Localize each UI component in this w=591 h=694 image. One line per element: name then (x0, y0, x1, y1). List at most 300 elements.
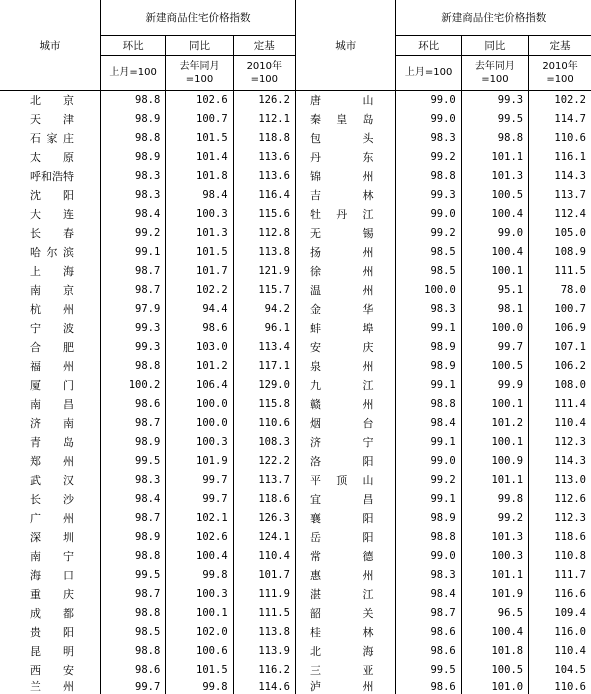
mom-value: 98.8 (101, 129, 166, 148)
base-value: 112.4 (529, 205, 591, 224)
base-value: 126.2 (233, 91, 295, 111)
base-value: 102.2 (529, 91, 591, 111)
base-value: 108.0 (529, 376, 591, 395)
base-value: 114.7 (529, 110, 591, 129)
city-name: 泸州 (295, 680, 396, 694)
base-value: 121.9 (233, 262, 295, 281)
table-row (0, 661, 591, 680)
city-name: 贵阳 (30, 626, 74, 639)
base-value: 111.9 (233, 585, 295, 604)
base-value: 110.4 (529, 414, 591, 433)
yoy-value: 99.7 (461, 338, 528, 357)
city-name: 青岛 (30, 436, 74, 449)
mom-value: 98.4 (101, 490, 166, 509)
city-name: 广州 (30, 512, 74, 525)
city-name: 呼和浩特 (30, 170, 74, 183)
yoy-value: 101.3 (461, 528, 528, 547)
yoy-value: 100.1 (461, 395, 528, 414)
base-value: 113.7 (529, 186, 591, 205)
base-value: 117.1 (233, 357, 295, 376)
yoy-value: 102.2 (166, 281, 233, 300)
yoy-value: 100.0 (166, 414, 233, 433)
base-value: 104.5 (529, 661, 591, 680)
mom-value: 98.9 (101, 528, 166, 547)
table-row (0, 471, 591, 490)
base-value: 113.8 (233, 623, 295, 642)
city-name: 沈阳 (30, 189, 74, 202)
mom-value: 98.7 (101, 414, 166, 433)
mom-value: 98.3 (396, 566, 461, 585)
city-name: 锦州 (295, 167, 396, 186)
city-name: 天津 (30, 113, 74, 126)
base-value: 114.3 (529, 452, 591, 471)
city-name: 海口 (30, 569, 74, 582)
mom-value: 99.3 (396, 186, 461, 205)
yoy-value: 101.4 (166, 148, 233, 167)
yoy-value: 101.7 (166, 262, 233, 281)
mom-header: 环比 (101, 36, 166, 56)
city-header: 城市 (0, 0, 101, 91)
yoy-value: 100.3 (461, 547, 528, 566)
yoy-value: 101.5 (166, 129, 233, 148)
base-value: 108.3 (233, 433, 295, 452)
yoy-value: 99.9 (461, 376, 528, 395)
mom-value: 99.7 (101, 680, 166, 694)
city-name: 常德 (295, 547, 396, 566)
mom-value: 98.8 (101, 547, 166, 566)
mom-value: 99.5 (101, 452, 166, 471)
base-value: 124.1 (233, 528, 295, 547)
yoy-value: 95.1 (461, 281, 528, 300)
mom-value: 98.9 (101, 148, 166, 167)
mom-value: 100.2 (101, 376, 166, 395)
table-row (0, 509, 591, 528)
city-name: 济宁 (295, 433, 396, 452)
mom-value: 98.4 (396, 414, 461, 433)
yoy-value: 100.5 (461, 661, 528, 680)
base-value: 113.6 (233, 148, 295, 167)
table-row (0, 547, 591, 566)
table-row (0, 186, 591, 205)
base-value: 113.7 (233, 471, 295, 490)
mom-value: 98.5 (396, 243, 461, 262)
city-name: 宁波 (30, 322, 74, 335)
table-row (0, 414, 591, 433)
city-name: 吉林 (295, 186, 396, 205)
city-name: 襄阳 (295, 509, 396, 528)
table-row (0, 623, 591, 642)
yoy-value: 100.4 (166, 547, 233, 566)
yoy-value: 99.8 (166, 680, 233, 694)
mom-value: 98.8 (101, 642, 166, 661)
yoy-value: 101.1 (461, 566, 528, 585)
base-value: 129.0 (233, 376, 295, 395)
mom-value: 99.2 (101, 224, 166, 243)
yoy-value: 100.5 (461, 357, 528, 376)
mom-value: 98.8 (396, 167, 461, 186)
base-value: 94.2 (233, 300, 295, 319)
base-value: 112.6 (529, 490, 591, 509)
mom-value: 99.1 (396, 319, 461, 338)
base-value: 109.4 (529, 604, 591, 623)
base-value: 112.8 (233, 224, 295, 243)
table-row (0, 680, 591, 694)
mom-value: 99.0 (396, 110, 461, 129)
city-name: 韶关 (295, 604, 396, 623)
mom-value: 99.2 (396, 148, 461, 167)
mom-value: 98.6 (101, 395, 166, 414)
table-row (0, 395, 591, 414)
mom-value: 99.1 (396, 490, 461, 509)
mom-value: 98.3 (396, 300, 461, 319)
base-subheader: 2010年=100 (529, 56, 591, 91)
mom-value: 98.9 (101, 433, 166, 452)
mom-value: 100.0 (396, 281, 461, 300)
mom-value: 99.2 (396, 224, 461, 243)
yoy-value: 99.3 (461, 91, 528, 111)
table-row (0, 205, 591, 224)
base-value: 115.8 (233, 395, 295, 414)
mom-header: 环比 (396, 36, 461, 56)
yoy-value: 103.0 (166, 338, 233, 357)
mom-value: 98.8 (396, 395, 461, 414)
table-row (0, 566, 591, 585)
yoy-value: 98.1 (461, 300, 528, 319)
yoy-value: 100.4 (461, 243, 528, 262)
yoy-value: 102.6 (166, 528, 233, 547)
city-name: 桂林 (295, 623, 396, 642)
yoy-value: 100.3 (166, 433, 233, 452)
base-subheader: 2010年=100 (233, 56, 295, 91)
city-name: 丹东 (295, 148, 396, 167)
city-name: 湛江 (295, 585, 396, 604)
yoy-value: 100.1 (461, 262, 528, 281)
city-name: 三亚 (295, 661, 396, 680)
mom-value: 98.3 (396, 129, 461, 148)
city-name: 唐山 (295, 91, 396, 111)
city-name: 长沙 (30, 493, 74, 506)
base-value: 126.3 (233, 509, 295, 528)
mom-value: 98.9 (396, 338, 461, 357)
mom-value: 99.0 (396, 547, 461, 566)
mom-value: 98.8 (396, 528, 461, 547)
yoy-value: 99.8 (461, 490, 528, 509)
city-name: 牡丹江 (295, 205, 396, 224)
yoy-value: 99.7 (166, 471, 233, 490)
base-header: 定基 (529, 36, 591, 56)
city-name: 福州 (30, 360, 74, 373)
base-value: 118.6 (529, 528, 591, 547)
yoy-value: 100.1 (166, 604, 233, 623)
base-value: 108.9 (529, 243, 591, 262)
mom-value: 99.5 (396, 661, 461, 680)
yoy-value: 96.5 (461, 604, 528, 623)
base-value: 112.3 (529, 509, 591, 528)
mom-value: 99.3 (101, 338, 166, 357)
mom-value: 99.2 (396, 471, 461, 490)
city-name: 南京 (30, 284, 74, 297)
mom-value: 98.8 (101, 357, 166, 376)
yoy-header: 同比 (166, 36, 233, 56)
base-value: 113.0 (529, 471, 591, 490)
base-value: 113.8 (233, 243, 295, 262)
base-value: 116.4 (233, 186, 295, 205)
city-name: 无锡 (295, 224, 396, 243)
mom-value: 99.0 (396, 452, 461, 471)
city-name: 惠州 (295, 566, 396, 585)
base-value: 116.2 (233, 661, 295, 680)
city-name: 秦皇岛 (295, 110, 396, 129)
base-value: 111.7 (529, 566, 591, 585)
mom-value: 98.5 (101, 623, 166, 642)
yoy-value: 94.4 (166, 300, 233, 319)
mom-value: 98.4 (396, 585, 461, 604)
table-row (0, 224, 591, 243)
yoy-value: 100.6 (166, 642, 233, 661)
table-row (0, 300, 591, 319)
city-name: 郑州 (30, 455, 74, 468)
city-name: 金华 (295, 300, 396, 319)
city-name: 厦门 (30, 379, 74, 392)
base-header: 定基 (233, 36, 295, 56)
base-value: 118.6 (233, 490, 295, 509)
yoy-value: 101.2 (461, 414, 528, 433)
table-row (0, 528, 591, 547)
base-value: 110.4 (529, 642, 591, 661)
city-name: 安庆 (295, 338, 396, 357)
base-value: 100.7 (529, 300, 591, 319)
table-row (0, 91, 591, 111)
mom-value: 98.6 (396, 642, 461, 661)
yoy-value: 101.8 (461, 642, 528, 661)
mom-value: 99.5 (101, 566, 166, 585)
yoy-value: 101.9 (461, 585, 528, 604)
yoy-value: 101.1 (461, 471, 528, 490)
yoy-value: 100.3 (166, 205, 233, 224)
city-name: 大连 (30, 208, 74, 221)
city-name: 岳阳 (295, 528, 396, 547)
group-title: 新建商品住宅价格指数 (101, 0, 296, 36)
yoy-value: 100.0 (461, 319, 528, 338)
yoy-value: 101.1 (461, 148, 528, 167)
mom-value: 98.4 (101, 205, 166, 224)
table-row (0, 642, 591, 661)
mom-value: 98.7 (101, 281, 166, 300)
yoy-value: 101.3 (461, 167, 528, 186)
mom-value: 97.9 (101, 300, 166, 319)
city-name: 南宁 (30, 550, 74, 563)
yoy-value: 101.5 (166, 661, 233, 680)
table-row (0, 281, 591, 300)
yoy-value: 106.4 (166, 376, 233, 395)
table-row (0, 490, 591, 509)
yoy-value: 99.8 (166, 566, 233, 585)
base-value: 116.6 (529, 585, 591, 604)
base-value: 112.3 (529, 433, 591, 452)
base-value: 110.6 (529, 680, 591, 694)
mom-subheader: 上月=100 (101, 56, 166, 91)
city-name: 蚌埠 (295, 319, 396, 338)
city-name: 上海 (30, 265, 74, 278)
base-value: 111.5 (233, 604, 295, 623)
base-value: 101.7 (233, 566, 295, 585)
table-row (0, 110, 591, 129)
base-value: 78.0 (529, 281, 591, 300)
mom-value: 99.0 (396, 91, 461, 111)
city-name: 济南 (30, 417, 74, 430)
yoy-value: 102.1 (166, 509, 233, 528)
mom-value: 99.3 (101, 319, 166, 338)
yoy-value: 102.6 (166, 91, 233, 111)
city-name: 平顶山 (295, 471, 396, 490)
yoy-value: 101.2 (166, 357, 233, 376)
city-name: 北京 (30, 94, 74, 107)
table-row (0, 357, 591, 376)
mom-value: 98.7 (101, 262, 166, 281)
yoy-value: 102.0 (166, 623, 233, 642)
yoy-subheader: 去年同月=100 (166, 56, 233, 91)
mom-value: 98.3 (101, 186, 166, 205)
mom-value: 98.3 (101, 471, 166, 490)
yoy-value: 100.3 (166, 585, 233, 604)
yoy-value: 101.9 (166, 452, 233, 471)
city-header: 城市 (295, 0, 396, 91)
yoy-value: 100.4 (461, 623, 528, 642)
yoy-value: 100.5 (461, 186, 528, 205)
base-value: 96.1 (233, 319, 295, 338)
mom-value: 99.1 (396, 376, 461, 395)
base-value: 106.9 (529, 319, 591, 338)
city-name: 石家庄 (30, 132, 74, 145)
city-name: 宜昌 (295, 490, 396, 509)
table-row (0, 452, 591, 471)
base-value: 113.6 (233, 167, 295, 186)
yoy-value: 100.0 (166, 395, 233, 414)
base-value: 114.6 (233, 680, 295, 694)
yoy-value: 100.1 (461, 433, 528, 452)
base-value: 116.1 (529, 148, 591, 167)
base-value: 113.9 (233, 642, 295, 661)
base-value: 122.2 (233, 452, 295, 471)
city-name: 成都 (30, 607, 74, 620)
yoy-value: 100.7 (166, 110, 233, 129)
city-name: 北海 (295, 642, 396, 661)
table-row (0, 319, 591, 338)
base-value: 111.5 (529, 262, 591, 281)
city-name: 九江 (295, 376, 396, 395)
yoy-value: 101.0 (461, 680, 528, 694)
city-name: 哈尔滨 (30, 246, 74, 259)
table-row (0, 148, 591, 167)
mom-value: 99.1 (396, 433, 461, 452)
city-name: 包头 (295, 129, 396, 148)
yoy-value: 98.6 (166, 319, 233, 338)
base-value: 110.6 (233, 414, 295, 433)
city-name: 长春 (30, 227, 74, 240)
city-name: 深圳 (30, 531, 74, 544)
city-name: 昆明 (30, 645, 74, 658)
base-value: 112.1 (233, 110, 295, 129)
city-name: 重庆 (30, 588, 74, 601)
base-value: 116.0 (529, 623, 591, 642)
mom-subheader: 上月=100 (396, 56, 461, 91)
table-row (0, 262, 591, 281)
city-name: 兰州 (30, 680, 74, 693)
yoy-value: 99.7 (166, 490, 233, 509)
base-value: 111.4 (529, 395, 591, 414)
yoy-value: 101.5 (166, 243, 233, 262)
table-row (0, 433, 591, 452)
city-name: 扬州 (295, 243, 396, 262)
mom-value: 98.5 (396, 262, 461, 281)
city-name: 杭州 (30, 303, 74, 316)
mom-value: 98.9 (396, 509, 461, 528)
city-name: 合肥 (30, 341, 74, 354)
yoy-subheader: 去年同月=100 (461, 56, 528, 91)
city-name: 赣州 (295, 395, 396, 414)
base-value: 115.6 (233, 205, 295, 224)
table-row (0, 604, 591, 623)
mom-value: 98.7 (101, 509, 166, 528)
yoy-value: 99.2 (461, 509, 528, 528)
base-value: 106.2 (529, 357, 591, 376)
table-row (0, 243, 591, 262)
group-title: 新建商品住宅价格指数 (396, 0, 591, 36)
mom-value: 98.6 (396, 680, 461, 694)
yoy-value: 98.4 (166, 186, 233, 205)
mom-value: 98.8 (101, 91, 166, 111)
table-row (0, 129, 591, 148)
mom-value: 98.7 (396, 604, 461, 623)
yoy-value: 99.0 (461, 224, 528, 243)
yoy-value: 101.8 (166, 167, 233, 186)
yoy-value: 98.8 (461, 129, 528, 148)
base-value: 118.8 (233, 129, 295, 148)
city-name: 泉州 (295, 357, 396, 376)
city-name: 武汉 (30, 474, 74, 487)
table-row (0, 338, 591, 357)
base-value: 110.4 (233, 547, 295, 566)
city-name: 西安 (30, 664, 74, 677)
city-name: 洛阳 (295, 452, 396, 471)
city-name: 烟台 (295, 414, 396, 433)
yoy-value: 100.4 (461, 205, 528, 224)
base-value: 113.4 (233, 338, 295, 357)
table-row (0, 376, 591, 395)
mom-value: 98.3 (101, 167, 166, 186)
mom-value: 98.9 (396, 357, 461, 376)
table-row (0, 585, 591, 604)
base-value: 105.0 (529, 224, 591, 243)
city-name: 徐州 (295, 262, 396, 281)
base-value: 110.6 (529, 129, 591, 148)
mom-value: 98.8 (101, 604, 166, 623)
table-row (0, 167, 591, 186)
mom-value: 99.1 (101, 243, 166, 262)
base-value: 110.8 (529, 547, 591, 566)
base-value: 115.7 (233, 281, 295, 300)
base-value: 114.3 (529, 167, 591, 186)
mom-value: 98.9 (101, 110, 166, 129)
yoy-value: 100.9 (461, 452, 528, 471)
yoy-header: 同比 (461, 36, 528, 56)
city-name: 太原 (30, 151, 74, 164)
mom-value: 98.7 (101, 585, 166, 604)
city-name: 南昌 (30, 398, 74, 411)
mom-value: 98.6 (101, 661, 166, 680)
mom-value: 99.0 (396, 205, 461, 224)
yoy-value: 101.3 (166, 224, 233, 243)
